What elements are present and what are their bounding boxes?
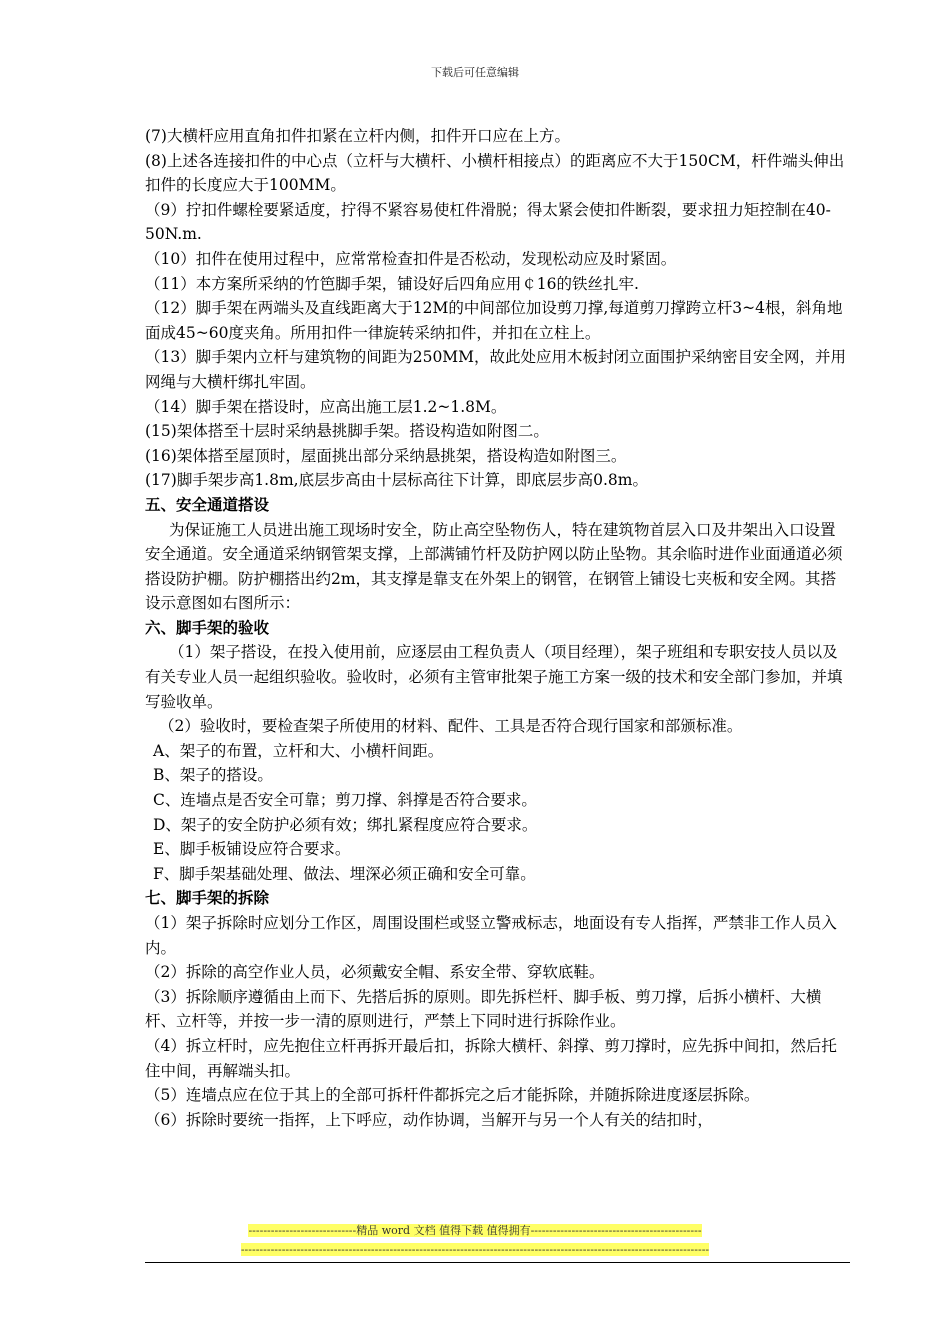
paragraph-7: (7)大横杆应用直角扣件扣紧在立杆内侧，扣件开口应在上方。 [145, 127, 570, 145]
paragraph-15: (15)架体搭至十层时采纳悬挑脚手架。搭设构造如附图二。 [145, 422, 549, 441]
paragraph-13: （13）脚手架内立杆与建筑物的间距为250MM，故此处应用木板封闭立面围护采纳密目安全网，并用网绳与大横杆绑扎牢固。 [145, 348, 847, 391]
section-heading-6: 六、脚手架的验收 [145, 618, 270, 637]
dismantle-paragraph-2: （2）拆除的高空作业人员，必须戴安全帽、系安全带、穿软底鞋。 [145, 963, 605, 982]
check-item-f: F、脚手架基础处理、做法、埋深必须正确和安全可靠。 [153, 864, 536, 883]
footer-banner-text-2: ------------------------------------------------------------------------------------------------------------------------------ [240, 1243, 710, 1256]
section-heading-7: 七、脚手架的拆除 [145, 889, 270, 908]
paragraph-14: （14）脚手架在搭设时，应高出施工层1.2~1.8M。 [145, 397, 507, 416]
paragraph-8: (8)上述各连接扣件的中心点（立杆与大横杆、小横杆相接点）的距离应不大于150CM，杆件端头伸出扣件的长度应大于100MM。 [145, 151, 845, 195]
footer-rule [145, 1262, 850, 1263]
dismantle-paragraph-4: （4）拆立杆时，应先抱住立杆再拆开最后扣，拆除大横杆、斜撑、剪刀撑时，应先拆中间扣，然后托住中间，再解端头扣。 [145, 1036, 837, 1080]
acceptance-paragraph-1: （1）架子搭设，在投入使用前，应逐层由工程负责人（项目经理），架子班组和专职安技人员以及有关专业人员一起组织验收。验收时，必须有主管审批架子施工方案一级的技术和安全部门参加，并填写验收单。 [145, 643, 843, 711]
paragraph-17: (17)脚手架步高1.8m,底层步高由十层标高往下计算，即底层步高0.8m。 [145, 471, 648, 490]
dismantle-paragraph-6: （6）拆除时要统一指挥，上下呼应，动作协调，当解开与另一个人有关的结扣时， [145, 1110, 713, 1129]
paragraph-11: （11）本方案所采纳的竹笆脚手架，铺设好后四角应用￠16的铁丝扎牢. [145, 274, 639, 293]
section-heading-5: 五、安全通道搭设 [145, 495, 270, 514]
footer-banner-line-2 [0, 1243, 950, 1257]
check-item-b: B、架子的搭设。 [153, 766, 273, 785]
check-item-e: E、脚手板铺设应符合要求。 [153, 840, 351, 859]
footer-banner-line-1 [0, 1224, 950, 1238]
dismantle-paragraph-1: （1）架子拆除时应划分工作区，周围设围栏或竖立警戒标志，地面设有专人指挥，严禁非工作人员入内。 [145, 914, 837, 957]
check-item-c: C、连墙点是否安全可靠；剪刀撑、斜撑是否符合要求。 [153, 791, 537, 810]
dismantle-paragraph-5: （5）连墙点应在位于其上的全部可拆杆件都拆完之后才能拆除，并随拆除进度逐层拆除。 [145, 1086, 760, 1105]
document-body [145, 124, 850, 1132]
acceptance-paragraph-2: （2）验收时，要检查架子所使用的材料、配件、工具是否符合现行国家和部颁标准。 [159, 717, 743, 736]
paragraph-16: (16)架体搭至屋顶时，屋面挑出部分采纳悬挑架，搭设构造如附图三。 [145, 446, 627, 465]
paragraph-9: （9）拧扣件螺栓要紧适度，拧得不紧容易使杠件滑脱；得太紧会使扣件断裂，要求扭力矩控制在40-50N.m. [145, 200, 831, 244]
safety-passage-paragraph: 为保证施工人员进出施工现场时安全，防止高空坠物伤人，特在建筑物首层入口及井架出入口设置安全通道。安全通道采纳钢管架支撑，上部满铺竹杆及防护网以防止坠物。其余临时进作业面通道必须搭设防护棚。防护棚搭出约2m，其支撑是靠支在外架上的钢管，在钢管上铺设七夹板和安全网。其搭设示意图如右图所示： [145, 520, 843, 613]
check-item-a: A、架子的布置，立杆和大、小横杆间距。 [153, 741, 444, 760]
page-header: 下载后可任意编辑 [431, 66, 519, 79]
footer-banner-text-1: -----------------------------精品 word 文档 值得下载 值得拥有---------------------------------------------- [248, 1224, 702, 1237]
paragraph-10: （10）扣件在使用过程中，应常常检查扣件是否松动，发现松动应及时紧固。 [145, 249, 677, 268]
paragraph-12: （12）脚手架在两端头及直线距离大于12M的中间部位加设剪刀撑,每道剪刀撑跨立杆3~4根，斜角地面成45~60度夹角。所用扣件一律旋转采纳扣件，并扣在立柱上。 [145, 299, 843, 342]
dismantle-paragraph-3: （3）拆除顺序遵循由上而下、先搭后拆的原则。即先拆栏杆、脚手板、剪刀撑，后拆小横杆、大横杆、立杆等，并按一步一清的原则进行，严禁上下同时进行拆除作业。 [145, 987, 822, 1031]
check-item-d: D、架子的安全防护必须有效；绑扎紧程度应符合要求。 [153, 815, 538, 834]
